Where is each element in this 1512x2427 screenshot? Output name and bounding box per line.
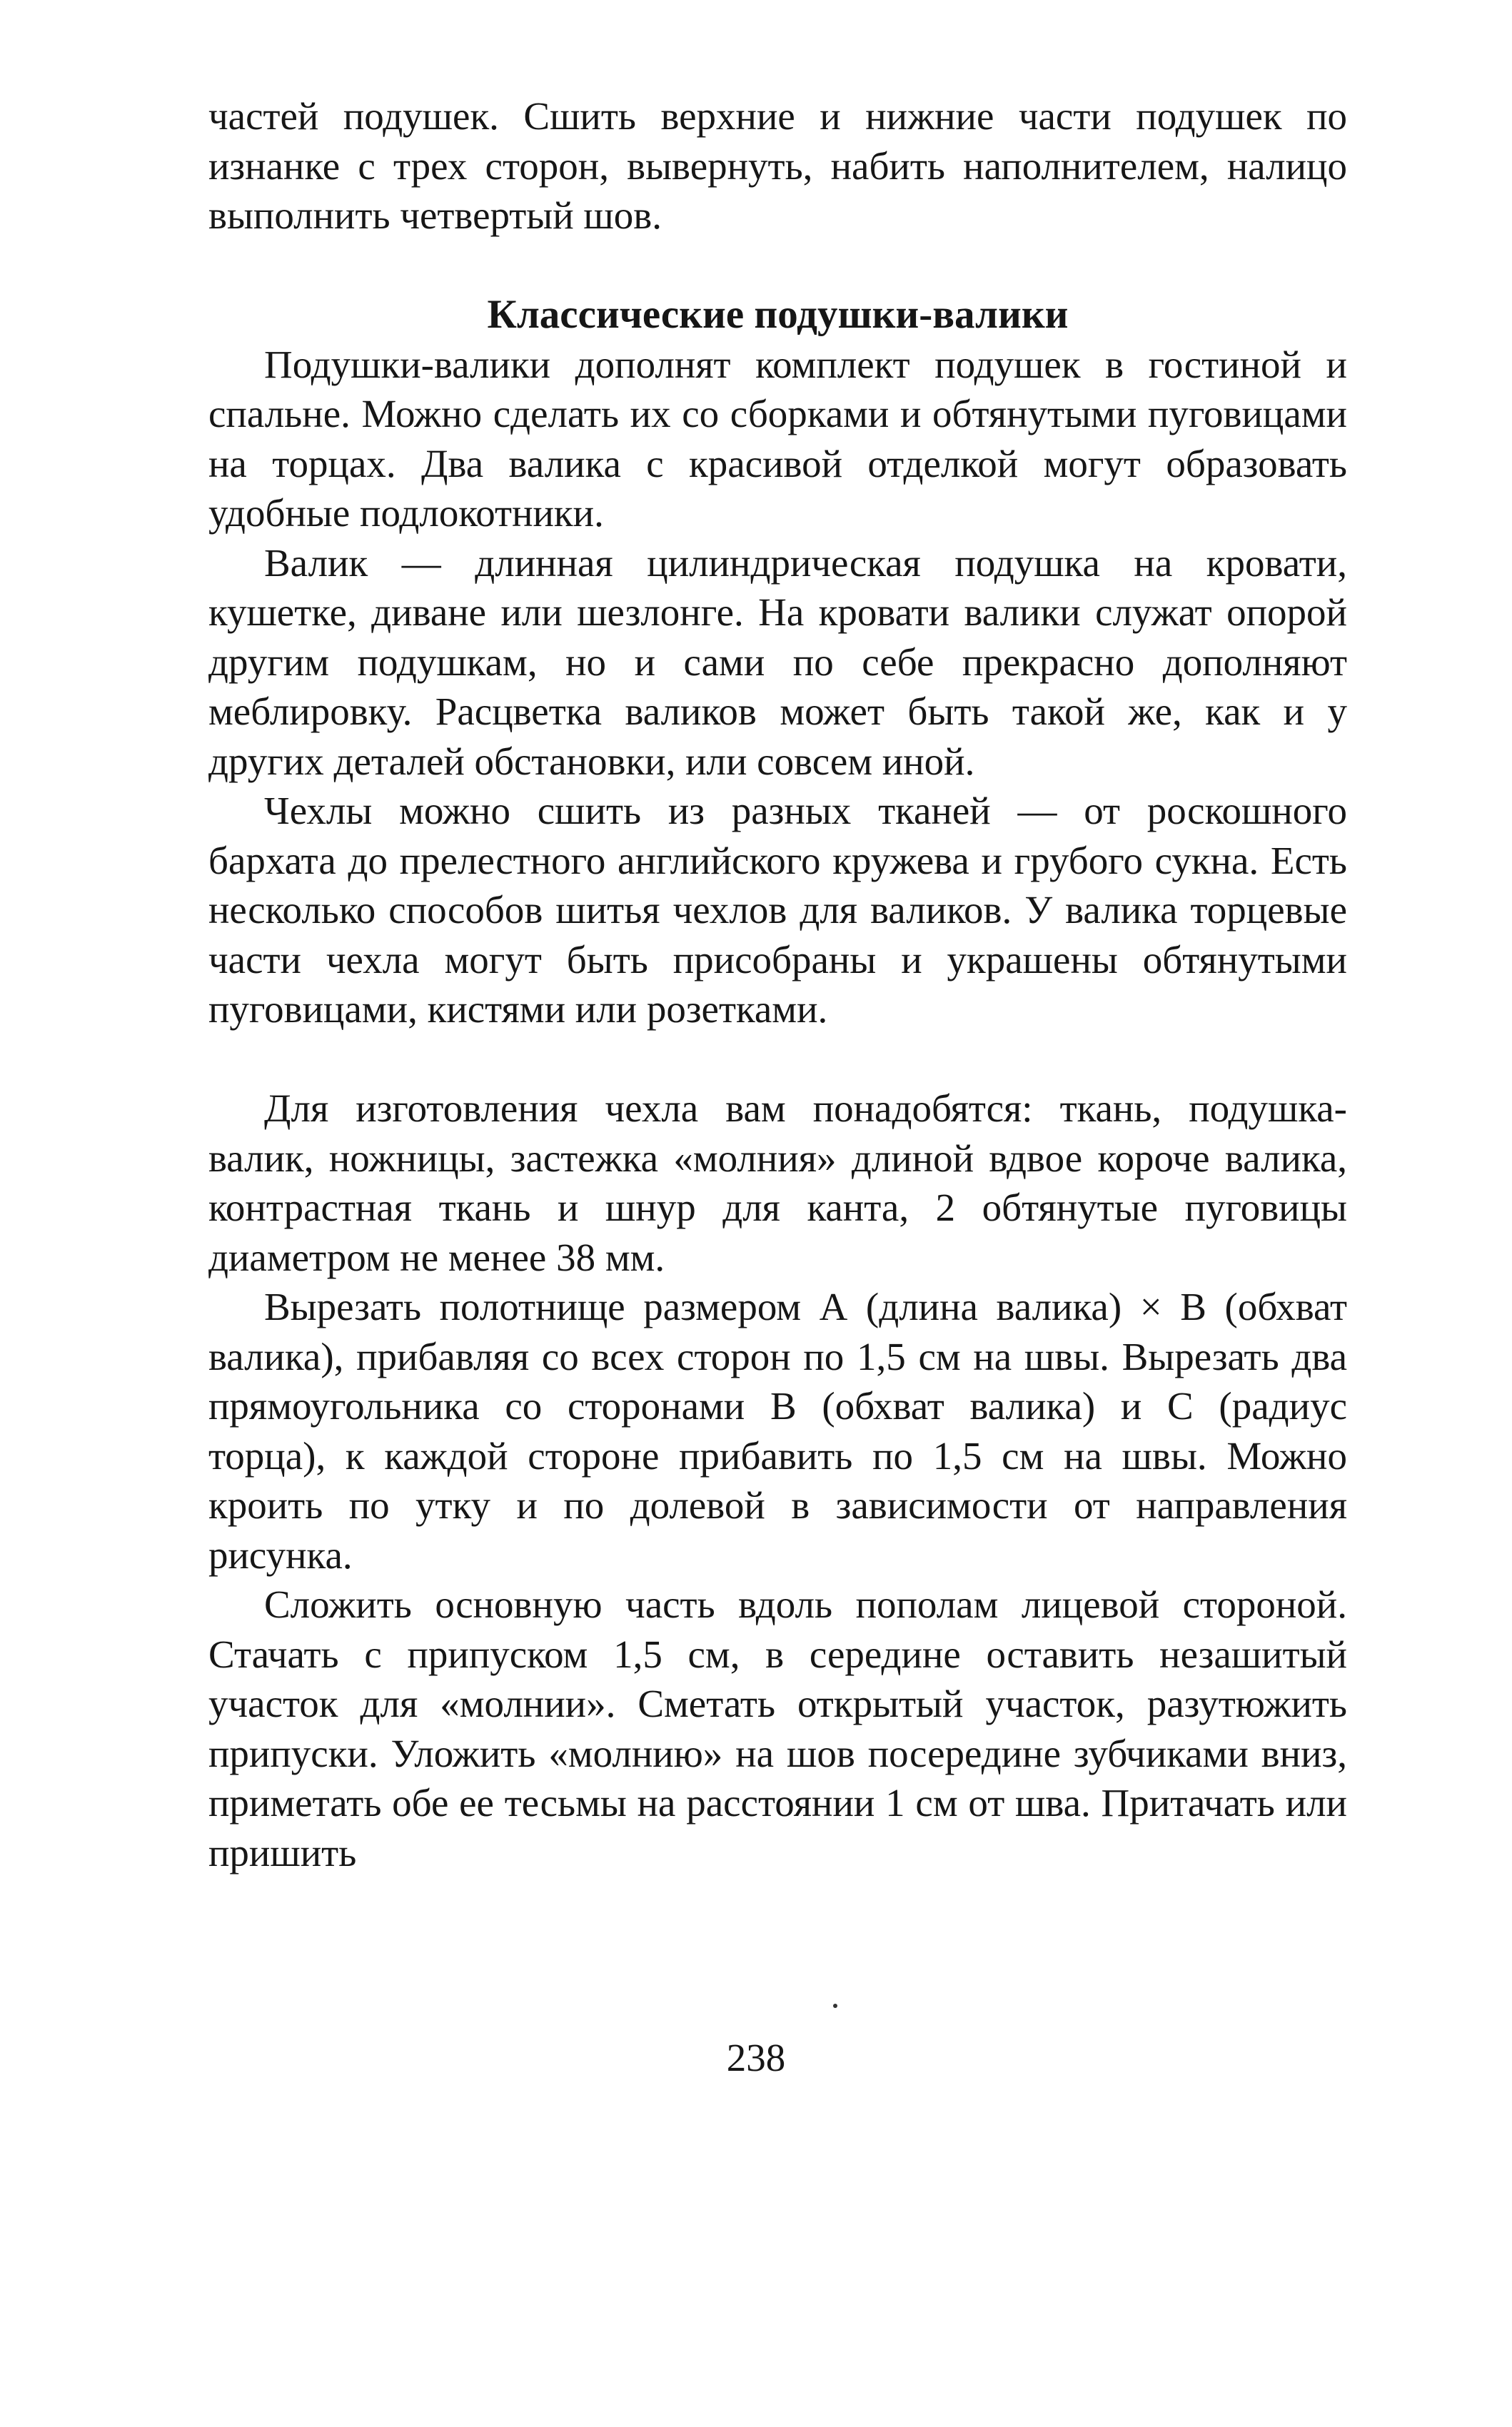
intro-paragraph: частей подушек. Сшить верхние и нижние части подушек по изнанке с трех сторон, вывернуть, набить наполнителем, налицо выполнить четвертый шов. [208, 94, 1347, 237]
paragraph-bolster-definition: Валик — длинная цилиндрическая подушка на кровати, кушетке, диване или шезлонге. На кровати валики служат опорой другим подушкам, но и сами по себе прекрасно дополняют меблировку. Расцветка валиков может быть такой же, как и у других деталей обстановки, или совсем иной. [208, 540, 1347, 783]
page-body-text [208, 91, 1347, 1877]
paragraph-cutting: Вырезать полотнище размером А (длина валика) × В (обхват валика), прибавляя со всех сторон по 1,5 см на швы. Вырезать два прямоугольника со сторонами В (обхват валика) и С (радиус торца), к каждой стороне прибавить по 1,5 см на швы. Можно кроить по утку и по долевой в зависимости от направления рисунка. [208, 1285, 1347, 1577]
paragraph-gap [208, 1034, 1347, 1084]
page-number: 238 [726, 2036, 786, 2079]
paragraph-fabric-choices: Чехлы можно сшить из разных тканей — от роскошного бархата до прелестного английского кружева и грубого сукна. Есть несколько способов шитья чехлов для валиков. У валика торцевые части чехла могут быть присобраны и украшены обтянутыми пуговицами, кистями или розетками. [208, 789, 1347, 1031]
paragraph-sewing: Сложить основную часть вдоль пополам лицевой стороной. Стачать с припуском 1,5 см, в середине оставить незашитый участок для «молнии». Сметать открытый участок, разутюжить припуски. Уложить «молнию» на шов посередине зубчиками вниз, приметать обе ее тесьмы на расстоянии 1 см от шва. Притачать или пришить [208, 1583, 1347, 1875]
paragraph-materials: Для изготовления чехла вам понадобятся: ткань, подушка-валик, ножницы, застежка «молния» длиной вдвое короче валика, контрастная ткань и шнур для канта, 2 обтянутые пуговицы диаметром не менее 38 мм. [208, 1086, 1347, 1279]
section-heading: Классические подушки-валики [487, 292, 1069, 337]
print-speck [833, 2004, 837, 2008]
paragraph-bolsters-intro: Подушки-валики дополнят комплект подушек в гостиной и спальне. Можно сделать их со сборками и обтянутыми пуговицами на торцах. Два валика с красивой отделкой могут образовать удобные подлокотники. [208, 342, 1347, 535]
